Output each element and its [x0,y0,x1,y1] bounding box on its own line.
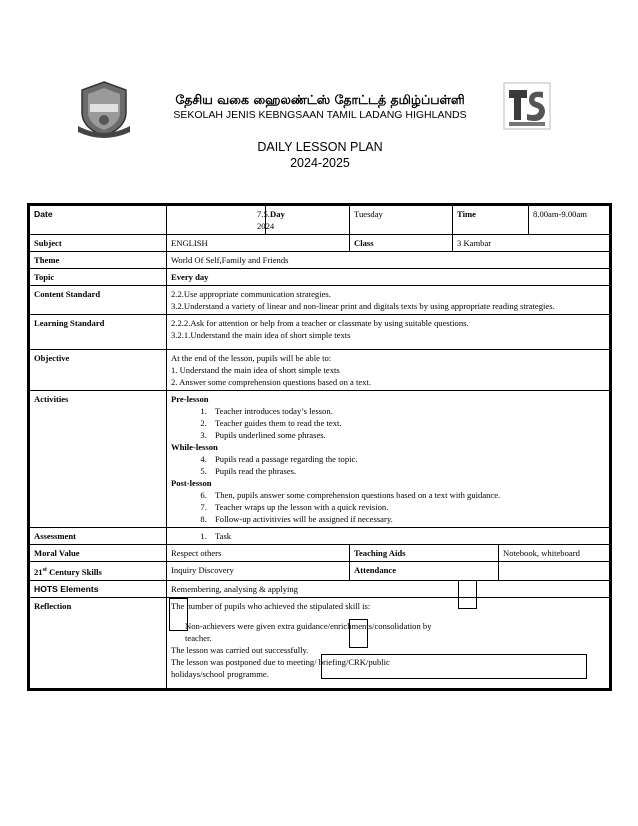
date-label: Date [30,206,167,235]
topic-value: Every day [167,269,610,286]
row-hots [30,580,610,597]
class-value: 3 Kambar [453,235,610,252]
school-name-malay: SEKOLAH JENIS KEBNGSAAN TAMIL LADANG HIGHLANDS [173,109,467,121]
moral-value-value: Respect others [167,545,350,562]
row-assessment [30,528,610,545]
content-standard-value [167,286,610,315]
postponed-reason-box[interactable] [321,654,587,679]
row-activities [30,391,610,528]
while-lesson-list [171,453,605,477]
learning-standard-line: 3.2.1.Understand the main idea of short simple texts [171,330,351,340]
non-achievers-checkbox[interactable] [169,598,188,631]
day-value: Tuesday [350,206,453,235]
pupils-achieved-box[interactable] [458,580,477,609]
century-skills-sup: st [42,567,47,573]
century-skills-label [30,562,167,581]
content-standard-line: 2.2.Use appropriate communication strategies. [171,289,331,299]
assessment-list [171,530,605,542]
while-lesson-heading: While-lesson [171,442,218,452]
lesson-plan-table [29,205,610,689]
post-lesson-heading: Post-lesson [171,478,212,488]
document-header [0,0,638,200]
activity-item: 8. Follow-up activitivies will be assigned if necessary. [209,513,605,525]
objective-line: At the end of the lesson, pupils will be able to: [171,353,332,363]
activities-label: Activities [30,391,167,528]
activity-item: 7. Teacher wraps up the lesson with a quick revision. [209,501,605,513]
century-skills-value: Inquiry Discovery [167,562,350,581]
reflection-line: teacher. [185,632,212,643]
post-lesson-list [171,489,605,525]
row-moral-value [30,545,610,562]
row-learning-standard [30,315,610,350]
time-value: 8.00am-9.00am [529,206,610,235]
content-standard-line: 3.2.Understand a variety of linear and non-linear print and digitals texts by using appropriate reading strategies. [171,301,555,311]
hots-value: Remembering, analysing & applying [167,580,610,597]
objective-label: Objective [30,350,167,391]
activity-item: 5. Pupils read the phrases. [209,465,605,477]
ts25-logo-icon [503,82,551,130]
time-label: Time [453,206,529,235]
school-name-tamil: தேசிய வகை ஹைலண்ட்ஸ் தோட்டத் தமிழ்ப்பள்ளி [175,92,465,107]
century-skills-num: 21 [34,566,43,577]
row-topic [30,269,610,286]
doc-title-block [170,139,470,171]
reflection-line: holidays/school programme. [171,668,269,679]
activity-item: 6. Then, pupils answer some comprehension questions based on a text with guidance. [209,489,605,501]
activity-item: 2. Teacher guides them to read the text. [209,417,605,429]
teaching-aids-label: Teaching Aids [350,545,499,562]
row-objective [30,350,610,391]
objective-line: 1. Understand the main idea of short simple texts [171,365,340,375]
theme-label: Theme [30,252,167,269]
activities-value [167,391,610,528]
objective-line: 2. Answer some comprehension questions based on a text. [171,377,372,387]
content-standard-label: Content Standard [30,286,167,315]
attendance-value [499,562,610,581]
reflection-line: Non-achievers were given extra guidance/enrichments/consolidation by [185,620,432,631]
teaching-aids-value: Notebook, whiteboard [499,545,610,562]
reflection-line: The number of pupils who achieved the stipulated skill is: [171,600,371,611]
lesson-successful-checkbox[interactable] [349,619,368,648]
date-value: 7.5. 2024 [167,206,266,235]
row-subject [30,235,610,252]
learning-standard-label: Learning Standard [30,315,167,350]
row-date [30,206,610,235]
activity-item: 4. Pupils read a passage regarding the topic. [209,453,605,465]
class-label: Class [350,235,453,252]
moral-value-label: Moral Value [30,545,167,562]
subject-value: ENGLISH [167,235,350,252]
objective-value [167,350,610,391]
assessment-label: Assessment [30,528,167,545]
day-label: Day [266,206,350,235]
pre-lesson-list [171,405,605,441]
doc-title: DAILY LESSON PLAN [257,140,383,154]
assessment-item: 1. Task [209,530,605,542]
attendance-label: Attendance [350,562,499,581]
reflection-line: The lesson was postponed due to meeting/ briefing/CRK/public [171,656,390,667]
pre-lesson-heading: Pre-lesson [171,394,209,404]
activity-item: 3. Pupils underlined some phrases. [209,429,605,441]
theme-value: World Of Self,Family and Friends [167,252,610,269]
learning-standard-value [167,315,610,350]
doc-year: 2024-2025 [290,156,350,170]
subject-label: Subject [30,235,167,252]
row-century-skills [30,562,610,581]
row-content-standard [30,286,610,315]
reflection-label: Reflection [30,597,167,688]
learning-standard-line: 2.2.2.Ask for attention or help from a teacher or classmate by using suitable questions. [171,318,469,328]
activity-item: 1. Teacher introduces today’s lesson. [209,405,605,417]
row-theme [30,252,610,269]
century-skills-rest: Century Skills [46,566,102,577]
assessment-value [167,528,610,545]
hots-label: HOTS Elements [30,580,167,597]
reflection-line: The lesson was carried out successfully. [171,644,309,655]
topic-label: Topic [30,269,167,286]
